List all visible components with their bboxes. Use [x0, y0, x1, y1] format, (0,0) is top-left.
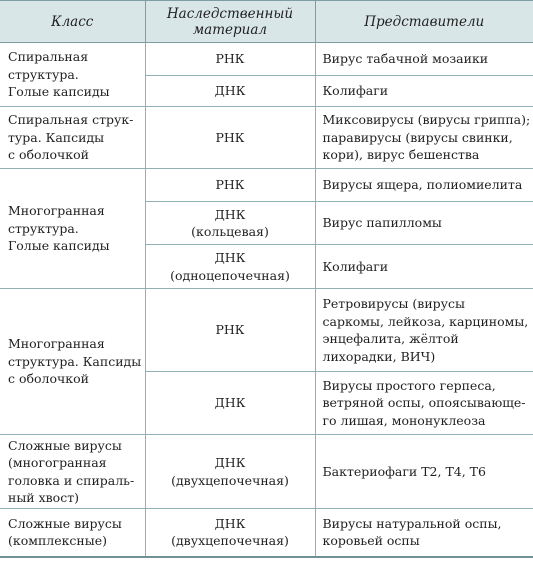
representatives-line: го лишая, мононуклеоза	[322, 412, 486, 428]
material-cell	[145, 289, 315, 372]
class-line: Сложные вирусы	[8, 437, 122, 453]
header-class: Класс	[0, 1, 145, 43]
class-cell	[0, 169, 145, 289]
class-line: Сложные вирусы	[8, 515, 122, 531]
class-line: (многогранная	[8, 455, 107, 470]
material-line: ДНК	[214, 206, 246, 222]
material-line: ДНК	[214, 515, 246, 531]
material-line: (кольцевая)	[191, 224, 269, 239]
material-cell	[145, 107, 315, 169]
representatives-cell	[315, 372, 533, 435]
material-cell	[145, 43, 315, 76]
class-line: Голые капсиды	[8, 84, 110, 100]
representatives-line: Вирус табачной мозаики	[322, 51, 489, 67]
representatives-line: коровьей оспы	[322, 533, 420, 549]
representatives-cell	[315, 509, 533, 557]
table-body	[0, 43, 533, 557]
representatives-cell	[315, 169, 533, 202]
material-cell	[145, 76, 315, 107]
representatives-line: Ретровирусы (вирусы	[322, 296, 465, 311]
representatives-cell	[315, 289, 533, 372]
representatives-line: ветряной оспы, опоясывающе-	[322, 395, 526, 411]
material-line: (двухцепочечная)	[171, 533, 289, 549]
representatives-line: Вирус папилломы	[322, 215, 442, 231]
material-cell	[145, 509, 315, 557]
representatives-line: Миксовирусы (вирусы гриппа);	[322, 112, 531, 128]
material-line: (двухцепочечная)	[171, 472, 289, 488]
header-material-line2: материал	[192, 21, 267, 38]
representatives-cell	[315, 76, 533, 107]
header-representatives: Представители	[315, 1, 533, 43]
table-row	[0, 289, 533, 372]
material-cell	[145, 245, 315, 289]
class-line: Спиральная струк-	[8, 112, 134, 128]
representatives-line: саркомы, лейкоза, карциномы,	[322, 313, 529, 329]
material-line: ДНК	[214, 395, 246, 411]
material-cell	[145, 372, 315, 435]
table-row	[0, 107, 533, 169]
class-line: Спиральная	[8, 49, 89, 65]
class-line: Голые капсиды	[8, 238, 110, 254]
header-material-line1: Наследственный	[166, 5, 294, 22]
material-line: ДНК	[214, 83, 246, 99]
class-cell	[0, 435, 145, 509]
class-line: с оболочкой	[8, 371, 89, 387]
class-line: тура. Капсиды	[8, 129, 105, 145]
header-row	[0, 1, 533, 43]
material-cell	[145, 435, 315, 509]
table-row	[0, 435, 533, 509]
material-line: ДНК	[214, 455, 246, 470]
class-cell	[0, 509, 145, 557]
class-line: с оболочкой	[8, 147, 89, 163]
representatives-cell	[315, 245, 533, 289]
representatives-line: Колифаги	[322, 258, 389, 274]
representatives-line: Вирусы ящера, полиомиелита	[322, 177, 523, 193]
representatives-cell	[315, 107, 533, 169]
material-cell	[145, 169, 315, 202]
table-row	[0, 509, 533, 557]
representatives-line: Колифаги	[322, 83, 389, 99]
class-line: ный хвост)	[8, 490, 79, 505]
class-cell	[0, 43, 145, 107]
representatives-line: энцефалита, жёлтой	[322, 331, 459, 346]
class-line: головка и спираль-	[8, 472, 135, 488]
class-line: Многогранная	[8, 336, 105, 352]
class-cell	[0, 107, 145, 169]
representatives-line: Бактериофаги Т2, Т4, Т6	[322, 463, 486, 479]
material-line: РНК	[215, 177, 245, 193]
material-line: РНК	[215, 322, 245, 338]
representatives-cell	[315, 435, 533, 509]
representatives-cell	[315, 202, 533, 245]
representatives-line: Вирусы простого герпеса,	[322, 377, 496, 393]
material-line: ДНК	[214, 250, 246, 265]
class-line: структура. Капсиды	[8, 353, 142, 369]
material-cell	[145, 202, 315, 245]
table-row	[0, 169, 533, 202]
class-line: структура.	[8, 220, 79, 236]
header-material	[145, 1, 315, 43]
class-line: (комплексные)	[8, 533, 107, 549]
material-line: (одноцепочечная)	[170, 267, 290, 283]
class-cell	[0, 289, 145, 435]
representatives-cell	[315, 43, 533, 76]
representatives-line: лихорадки, ВИЧ)	[322, 348, 436, 364]
representatives-line: кори), вирус бешенства	[322, 147, 480, 163]
representatives-line: Вирусы натуральной оспы,	[322, 515, 502, 531]
class-line: Многогранная	[8, 203, 105, 219]
material-line: РНК	[215, 129, 245, 145]
class-line: структура.	[8, 66, 79, 82]
material-line: РНК	[215, 51, 245, 67]
table-row	[0, 43, 533, 76]
representatives-line: паравирусы (вирусы свинки,	[322, 129, 513, 145]
